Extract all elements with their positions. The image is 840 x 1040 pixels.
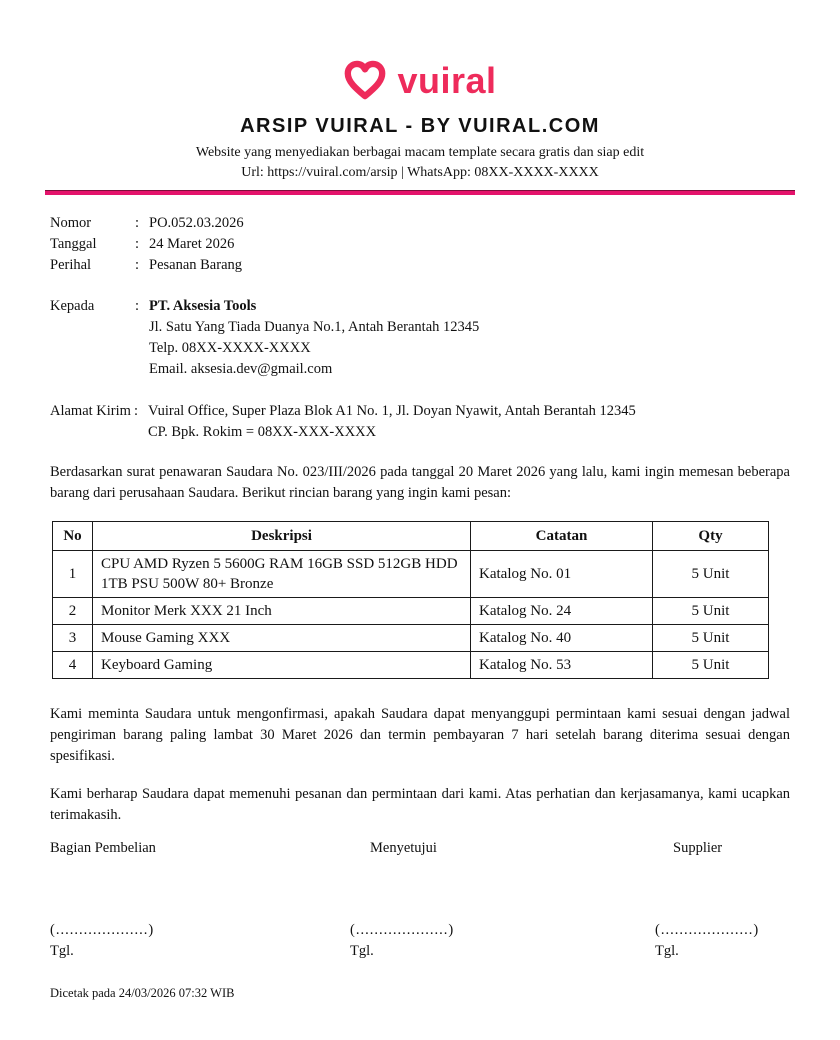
cell-description: CPU AMD Ryzen 5 5600G RAM 16GB SSD 512GB HDD 1TB PSU 500W 80+ Bronze: [93, 551, 471, 598]
signature-menyetujui: [350, 841, 655, 959]
printed-timestamp: Dicetak pada 24/03/2026 07:32 WIB: [50, 986, 235, 1000]
recipient-block: [50, 296, 790, 380]
cell-no: 1: [53, 551, 93, 598]
signature-role: Menyetujui: [370, 840, 437, 856]
col-header-deskripsi: Deskripsi: [93, 522, 471, 551]
cell-description: Keyboard Gaming: [93, 652, 471, 679]
cell-qty: 5 Unit: [653, 551, 769, 598]
table-row: [53, 625, 769, 652]
meta-row-nomor: [50, 213, 790, 234]
shipping-block: [50, 401, 790, 443]
shipping-label: Alamat Kirim: [50, 403, 131, 419]
cell-no: 2: [53, 598, 93, 625]
cell-note: Katalog No. 01: [471, 551, 653, 598]
table-header-row: [53, 522, 769, 551]
cell-description: Mouse Gaming XXX: [93, 625, 471, 652]
signature-supplier: [655, 841, 790, 959]
closing-paragraph: Kami berharap Saudara dapat memenuhi pesanan dan permintaan dari kami. Atas perhatian dan kerjasamanya, kami ucapkan terimakasih.: [50, 786, 790, 823]
signature-placeholder: (....................): [50, 922, 155, 938]
meta-label: Nomor: [50, 215, 92, 231]
meta-label: Perihal: [50, 257, 92, 273]
letterhead: [0, 0, 840, 195]
meta-block: [50, 213, 790, 276]
separator: :: [135, 257, 140, 273]
recipient-phone: Telp. 08XX-XXXX-XXXX: [149, 340, 311, 356]
cell-qty: 5 Unit: [653, 652, 769, 679]
separator: :: [134, 403, 139, 419]
order-table: [52, 521, 769, 679]
meta-label: Tanggal: [50, 236, 97, 252]
shipping-address: Vuiral Office, Super Plaza Blok A1 No. 1, Jl. Doyan Nyawit, Antah Berantah 12345: [148, 403, 636, 419]
intro-paragraph: Berdasarkan surat penawaran Saudara No. 023/III/2026 pada tanggal 20 Maret 2026 yang lalu, kami ingin memesan beberapa barang dari perusahaan Saudara. Berikut rincian barang yang ingin kami pesan:: [50, 464, 790, 501]
header-divider: [45, 190, 795, 195]
recipient-address: Jl. Satu Yang Tiada Duanya No.1, Antah Berantah 12345: [149, 319, 480, 335]
signature-bagian-pembelian: [50, 841, 350, 959]
col-header-catatan: Catatan: [471, 522, 653, 551]
logo-text: vuiral: [397, 60, 497, 101]
signature-role: Bagian Pembelian: [50, 840, 156, 856]
table-row: [53, 598, 769, 625]
recipient-email: Email. aksesia.dev@gmail.com: [149, 361, 333, 377]
col-header-qty: Qty: [653, 522, 769, 551]
separator: :: [135, 298, 140, 314]
signature-date-label: Tgl.: [350, 943, 374, 959]
table-row: [53, 652, 769, 679]
cell-description: Monitor Merk XXX 21 Inch: [93, 598, 471, 625]
document-subtitle: Website yang menyediakan berbagai macam template secara gratis dan siap edit: [195, 145, 645, 160]
contact-line: Url: https://vuiral.com/arsip | WhatsApp: 08XX-XXXX-XXXX: [241, 165, 599, 180]
signature-date-label: Tgl.: [655, 943, 679, 959]
shipping-contact-person: CP. Bpk. Rokim = 08XX-XXX-XXXX: [148, 424, 377, 440]
meta-value: PO.052.03.2026: [149, 215, 244, 231]
heart-icon: [343, 59, 387, 103]
separator: :: [135, 215, 140, 231]
meta-value: 24 Maret 2026: [149, 236, 235, 252]
signature-role: Supplier: [673, 840, 723, 856]
cell-no: 3: [53, 625, 93, 652]
confirmation-paragraph: Kami meminta Saudara untuk mengonfirmasi, apakah Saudara dapat menyanggupi permintaan kami sesuai dengan jadwal pengiriman barang paling lambat 30 Maret 2026 dan termin pembayaran 7 hari setelah barang diterima sesuai dengan spesifikasi.: [50, 706, 790, 764]
signature-placeholder: (....................): [350, 922, 455, 938]
recipient-label: Kepada: [50, 298, 95, 314]
recipient-name: PT. Aksesia Tools: [149, 298, 257, 314]
cell-note: Katalog No. 40: [471, 625, 653, 652]
cell-qty: 5 Unit: [653, 598, 769, 625]
signature-placeholder: (....................): [655, 922, 760, 938]
cell-note: Katalog No. 53: [471, 652, 653, 679]
cell-no: 4: [53, 652, 93, 679]
document-body: [0, 213, 840, 1001]
signature-date-label: Tgl.: [50, 943, 74, 959]
cell-note: Katalog No. 24: [471, 598, 653, 625]
col-header-no: No: [53, 522, 93, 551]
meta-row-tanggal: [50, 234, 790, 255]
vuiral-logo: [0, 56, 840, 106]
cell-qty: 5 Unit: [653, 625, 769, 652]
meta-value: Pesanan Barang: [149, 257, 243, 273]
table-row: [53, 551, 769, 598]
signature-section: [50, 841, 790, 959]
document-title: ARSIP VUIRAL - BY VUIRAL.COM: [240, 115, 600, 137]
meta-row-perihal: [50, 255, 790, 276]
separator: :: [135, 236, 140, 252]
